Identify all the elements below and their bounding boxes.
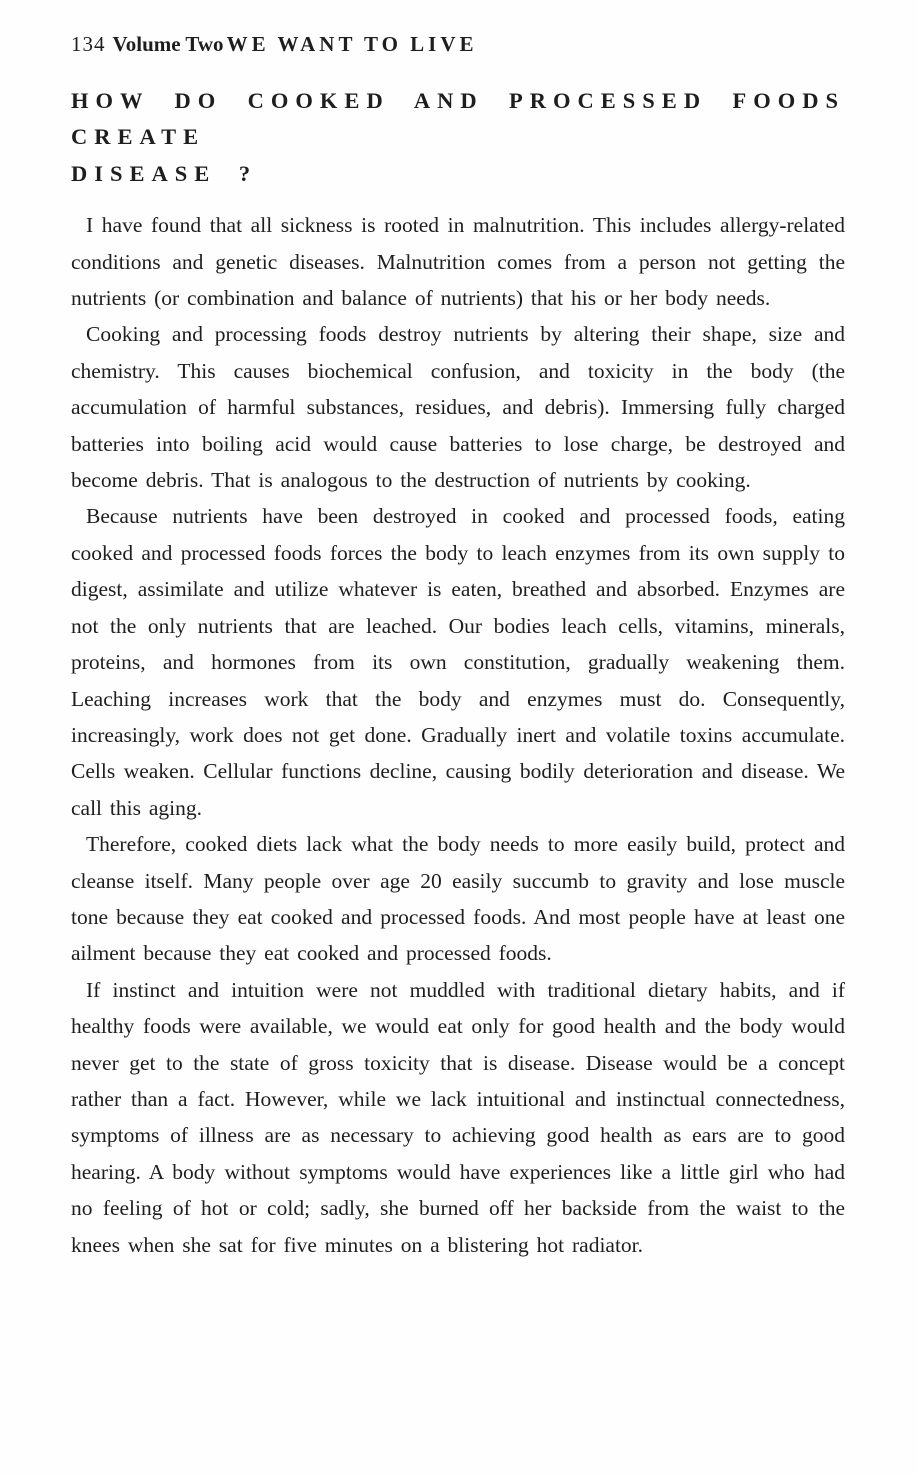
body-paragraph: Because nutrients have been destroyed in cooked and processed foods, eating cooked and processed foods forces the body to leach enzymes from its own supply to digest, assimilate and utilize whatever is eaten, breathed and absorbed. Enzymes are not the only nutrients that are leached. Our bodies leach cells, vitamins, minerals, proteins, and hormones from its own constitution, gradually weakening them. Leaching increases work that the body and enzymes must do. Consequently, increasingly, work does not get done. Gradually inert and volatile toxins accumulate. Cells weaken. Cellular functions decline, causing bodily deterioration and disease. We call this aging. bbox=[71, 504, 845, 820]
running-header bbox=[71, 33, 845, 56]
chapter-heading-line1: HOW DO COOKED AND PROCESSED FOODS CREATE bbox=[71, 88, 845, 150]
chapter-heading-line2: DISEASE ? bbox=[71, 160, 258, 186]
body-paragraph: If instinct and intuition were not muddled with traditional dietary habits, and if healthy foods were available, we would eat only for good health and the body would never get to the state of gross toxicity that is disease. Disease would be a concept rather than a fact. However, while we lack intuitional and instinctual connectedness, symptoms of illness are as necessary to achieving good health as ears are to good hearing. A body without symptoms would have experiences like a little girl who had no feeling of hot or cold; sadly, she burned off her backside from the waist to the knees when she sat for five minutes on a blistering hot radiator. bbox=[71, 977, 845, 1257]
page-body bbox=[71, 207, 845, 1263]
page-number: 134 bbox=[71, 32, 106, 56]
volume-label: Volume Two bbox=[112, 32, 224, 56]
book-title: WE WANT TO LIVE bbox=[226, 32, 478, 56]
body-paragraph: Therefore, cooked diets lack what the body needs to more easily build, protect and cleanse itself. Many people over age 20 easily succumb to gravity and lose muscle tone because they eat cooked and processed foods. And most people have at least one ailment because they eat cooked and processed foods. bbox=[71, 832, 845, 966]
body-paragraph: I have found that all sickness is rooted in malnutrition. This includes allergy-related conditions and genetic diseases. Malnutrition comes from a person not getting the nutrients (or combination and balance of nutrients) that his or her body needs. bbox=[71, 213, 845, 311]
chapter-heading bbox=[71, 83, 845, 192]
body-paragraph: Cooking and processing foods destroy nutrients by altering their shape, size and chemistry. This causes biochemical confusion, and toxicity in the body (the accumulation of harmful substances, residues, and debris). Immersing fully charged batteries into boiling acid would cause batteries to lose charge, be destroyed and become debris. That is analogous to the destruction of nutrients by cooking. bbox=[71, 322, 845, 493]
